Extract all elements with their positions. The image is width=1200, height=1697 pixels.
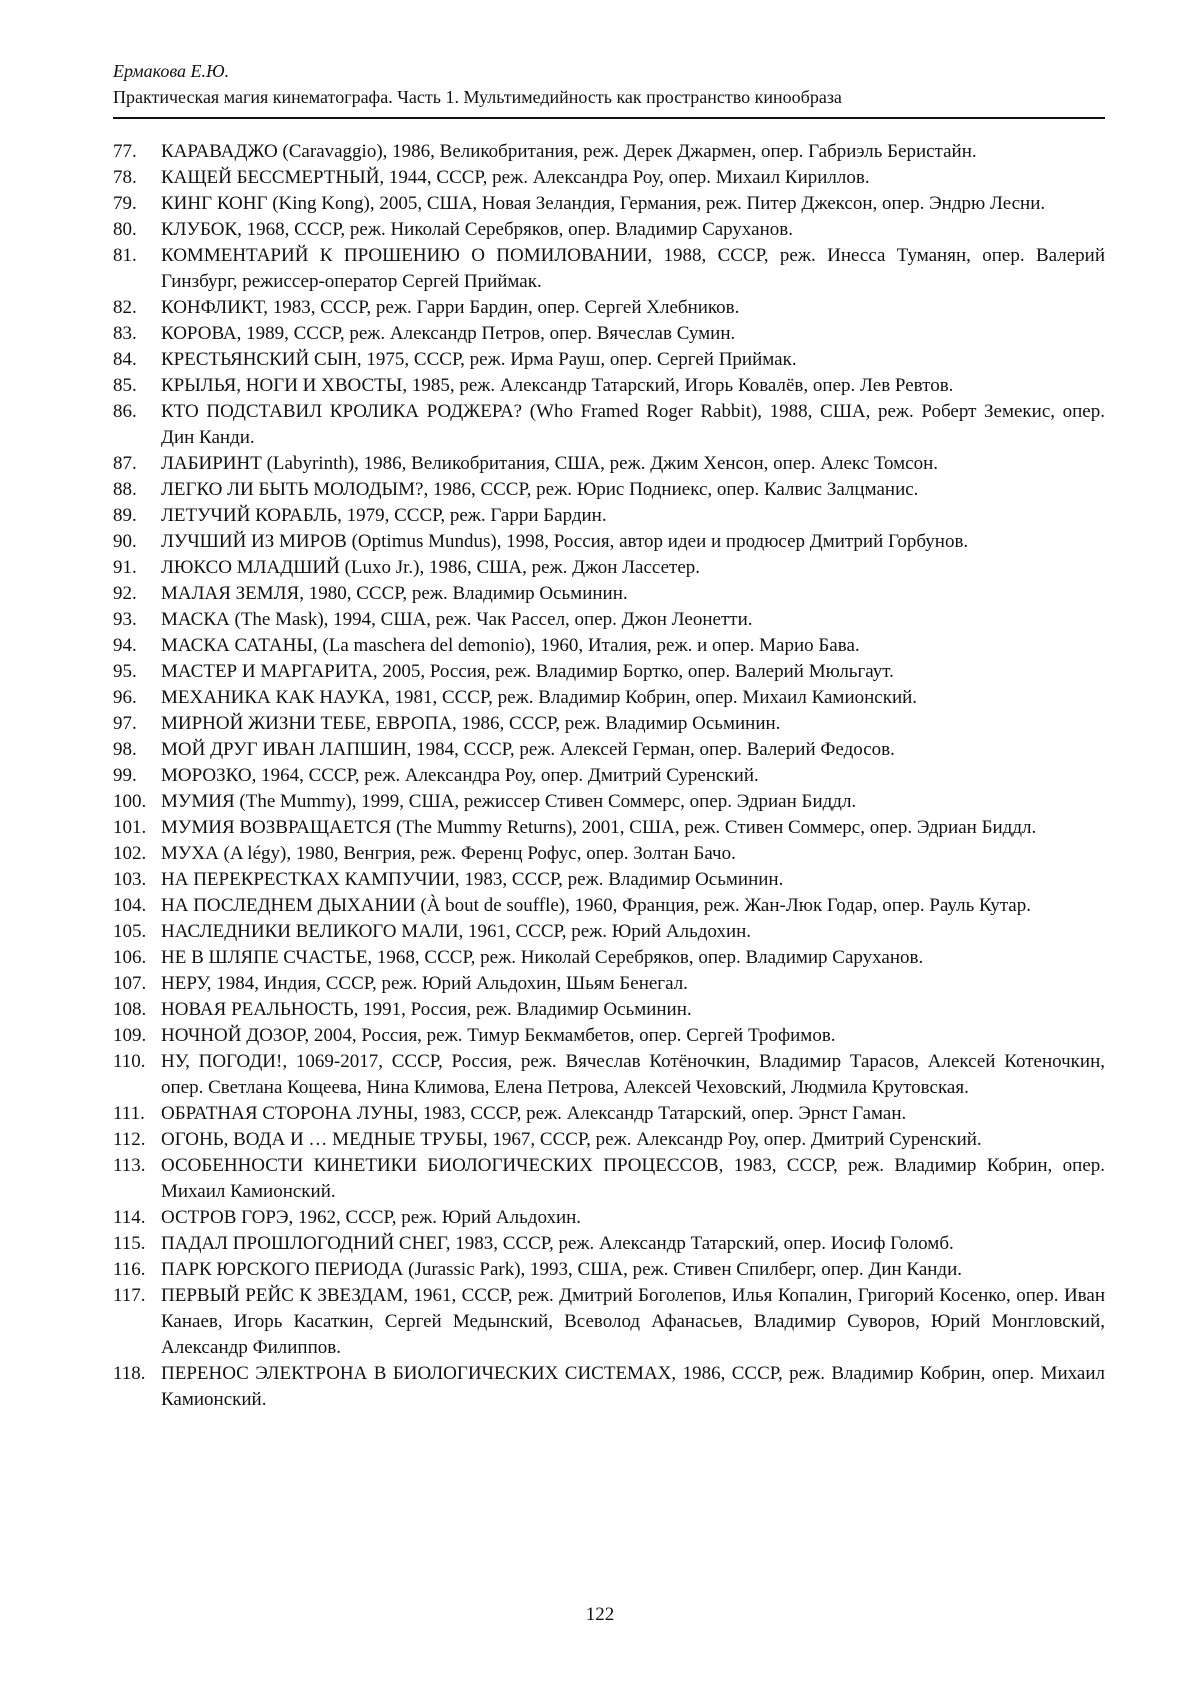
list-item-text: НЕРУ, 1984, Индия, СССР, реж. Юрий Альдохин, Шьям Бенегал. bbox=[161, 973, 688, 994]
list-item-number: 77. bbox=[113, 141, 137, 162]
list-item-number: 80. bbox=[113, 219, 137, 240]
list-item-text: КИНГ КОНГ (King Kong), 2005, США, Новая Зеландия, Германия, реж. Питер Джексон, опер. Эндрю Лесни. bbox=[161, 193, 1046, 214]
list-item-text: ПЕРЕНОС ЭЛЕКТРОНА В БИОЛОГИЧЕСКИХ СИСТЕМАХ, 1986, СССР, реж. Владимир Кобрин, опер. Михаил Камионский. bbox=[161, 1363, 1105, 1410]
list-item bbox=[113, 737, 1105, 763]
list-item-text: КРЕСТЬЯНСКИЙ СЫН, 1975, СССР, реж. Ирма Рауш, опер. Сергей Приймак. bbox=[161, 349, 797, 370]
list-item-number: 91. bbox=[113, 557, 137, 578]
list-item-number: 103. bbox=[113, 869, 147, 890]
list-item-number: 89. bbox=[113, 505, 137, 526]
list-item-text: МУМИЯ ВОЗВРАЩАЕТСЯ (The Mummy Returns), 2001, США, реж. Стивен Соммерс, опер. Эдриан Биддл. bbox=[161, 817, 1037, 838]
list-item-number: 94. bbox=[113, 635, 137, 656]
list-item-number: 93. bbox=[113, 609, 137, 630]
list-item-text: ПАДАЛ ПРОШЛОГОДНИЙ СНЕГ, 1983, СССР, реж. Александр Татарский, опер. Иосиф Голомб. bbox=[161, 1233, 954, 1254]
list-item bbox=[113, 1205, 1105, 1231]
list-item bbox=[113, 581, 1105, 607]
list-item-text: ОСТРОВ ГОРЭ, 1962, СССР, реж. Юрий Альдохин. bbox=[161, 1207, 582, 1228]
list-item-text: ЛЮКСО МЛАДШИЙ (Luxo Jr.), 1986, США, реж. Джон Лассетер. bbox=[161, 557, 701, 578]
list-item bbox=[113, 1283, 1105, 1361]
list-item-text: КТО ПОДСТАВИЛ КРОЛИКА РОДЖЕРА? (Who Framed Roger Rabbit), 1988, США, реж. Роберт Земекис, опер. Дин Канди. bbox=[161, 401, 1105, 448]
list-item bbox=[113, 1153, 1105, 1205]
list-item-text: НА ПОСЛЕДНЕМ ДЫХАНИИ (À bout de souffle), 1960, Франция, реж. Жан-Люк Годар, опер. Рауль Кутар. bbox=[161, 895, 1031, 916]
list-item-text: ЛАБИРИНТ (Labyrinth), 1986, Великобритания, США, реж. Джим Хенсон, опер. Алекс Томсон. bbox=[161, 453, 939, 474]
list-item-number: 96. bbox=[113, 687, 137, 708]
book-title: Практическая магия кинематографа. Часть 1. Мультимедийность как пространство кинообраза bbox=[113, 87, 842, 107]
list-item bbox=[113, 295, 1105, 321]
list-item bbox=[113, 191, 1105, 217]
filmography-list bbox=[113, 139, 1105, 1413]
list-item bbox=[113, 997, 1105, 1023]
list-item bbox=[113, 789, 1105, 815]
list-item-number: 108. bbox=[113, 999, 147, 1020]
list-item-text: МУХА (A légy), 1980, Венгрия, реж. Ференц Рофус, опер. Золтан Бачо. bbox=[161, 843, 736, 864]
list-item-text: МИРНОЙ ЖИЗНИ ТЕБЕ, ЕВРОПА, 1986, СССР, реж. Владимир Осьминин. bbox=[161, 713, 781, 734]
list-item-text: МАСТЕР И МАРГАРИТА, 2005, Россия, реж. Владимир Бортко, опер. Валерий Мюльгаут. bbox=[161, 661, 894, 682]
list-item-number: 113. bbox=[113, 1155, 146, 1176]
list-item bbox=[113, 867, 1105, 893]
list-item-text: НОВАЯ РЕАЛЬНОСТЬ, 1991, Россия, реж. Владимир Осьминин. bbox=[161, 999, 692, 1020]
list-item-text: ЛЕГКО ЛИ БЫТЬ МОЛОДЫМ?, 1986, СССР, реж. Юрис Подниекс, опер. Калвис Залцманис. bbox=[161, 479, 919, 500]
list-item-text: МЕХАНИКА КАК НАУКА, 1981, СССР, реж. Владимир Кобрин, опер. Михаил Камионский. bbox=[161, 687, 918, 708]
list-item-text: ОСОБЕННОСТИ КИНЕТИКИ БИОЛОГИЧЕСКИХ ПРОЦЕССОВ, 1983, СССР, реж. Владимир Кобрин, опер. Михаил Камионский. bbox=[161, 1155, 1105, 1202]
list-item-text: МУМИЯ (The Mummy), 1999, США, режиссер Стивен Соммерс, опер. Эдриан Биддл. bbox=[161, 791, 857, 812]
list-item bbox=[113, 659, 1105, 685]
list-item-number: 79. bbox=[113, 193, 137, 214]
list-item-number: 102. bbox=[113, 843, 147, 864]
list-item-text: МАСКА (The Mask), 1994, США, реж. Чак Рассел, опер. Джон Леонетти. bbox=[161, 609, 753, 630]
list-item-number: 85. bbox=[113, 375, 137, 396]
list-item-text: ОГОНЬ, ВОДА И … МЕДНЫЕ ТРУБЫ, 1967, СССР, реж. Александр Роу, опер. Дмитрий Суренский. bbox=[161, 1129, 982, 1150]
list-item bbox=[113, 399, 1105, 451]
list-item bbox=[113, 945, 1105, 971]
list-item bbox=[113, 1049, 1105, 1101]
list-item-text: ЛУЧШИЙ ИЗ МИРОВ (Optimus Mundus), 1998, Россия, автор идеи и продюсер Дмитрий Горбунов. bbox=[161, 531, 969, 552]
list-item-number: 116. bbox=[113, 1259, 146, 1280]
list-item-number: 82. bbox=[113, 297, 137, 318]
list-item bbox=[113, 165, 1105, 191]
list-item-text: ПЕРВЫЙ РЕЙС К ЗВЕЗДАМ, 1961, СССР, реж. Дмитрий Боголепов, Илья Копалин, Григорий Косенко, опер. Иван Канаев, Игорь Касаткин, Сергей Медынский, Всеволод Афанасьев, Владимир Суворов, Юрий Монгловский, Александр Филиппов. bbox=[161, 1285, 1105, 1358]
list-item bbox=[113, 529, 1105, 555]
list-item bbox=[113, 451, 1105, 477]
list-item-text: КРЫЛЬЯ, НОГИ И ХВОСТЫ, 1985, реж. Александр Татарский, Игорь Ковалёв, опер. Лев Ревтов. bbox=[161, 375, 954, 396]
list-item bbox=[113, 1023, 1105, 1049]
list-item bbox=[113, 1127, 1105, 1153]
list-item-number: 78. bbox=[113, 167, 137, 188]
list-item bbox=[113, 503, 1105, 529]
list-item bbox=[113, 217, 1105, 243]
list-item-number: 105. bbox=[113, 921, 147, 942]
list-item-number: 114. bbox=[113, 1207, 146, 1228]
list-item-number: 92. bbox=[113, 583, 137, 604]
list-item-number: 110. bbox=[113, 1051, 146, 1072]
list-item-text: НОЧНОЙ ДОЗОР, 2004, Россия, реж. Тимур Бекмамбетов, опер. Сергей Трофимов. bbox=[161, 1025, 836, 1046]
list-item bbox=[113, 815, 1105, 841]
list-item-number: 87. bbox=[113, 453, 137, 474]
list-item-text: МОЙ ДРУГ ИВАН ЛАПШИН, 1984, СССР, реж. Алексей Герман, опер. Валерий Федосов. bbox=[161, 739, 895, 760]
list-item-number: 95. bbox=[113, 661, 137, 682]
list-item-number: 109. bbox=[113, 1025, 147, 1046]
list-item bbox=[113, 1101, 1105, 1127]
list-item-text: МАСКА САТАНЫ, (La maschera del demonio), 1960, Италия, реж. и опер. Марио Бава. bbox=[161, 635, 860, 656]
list-item-number: 104. bbox=[113, 895, 147, 916]
list-item bbox=[113, 633, 1105, 659]
list-item-text: КЛУБОК, 1968, СССР, реж. Николай Серебряков, опер. Владимир Саруханов. bbox=[161, 219, 794, 240]
list-item-text: КАЩЕЙ БЕССМЕРТНЫЙ, 1944, СССР, реж. Александра Роу, опер. Михаил Кириллов. bbox=[161, 167, 870, 188]
list-item-number: 98. bbox=[113, 739, 137, 760]
list-item bbox=[113, 607, 1105, 633]
list-item bbox=[113, 893, 1105, 919]
list-item bbox=[113, 711, 1105, 737]
list-item-number: 100. bbox=[113, 791, 147, 812]
list-item-number: 86. bbox=[113, 401, 137, 422]
author-name: Ермакова Е.Ю. bbox=[113, 61, 230, 81]
list-item bbox=[113, 555, 1105, 581]
list-item bbox=[113, 763, 1105, 789]
list-item-number: 101. bbox=[113, 817, 147, 838]
list-item-number: 106. bbox=[113, 947, 147, 968]
list-item-text: ЛЕТУЧИЙ КОРАБЛЬ, 1979, СССР, реж. Гарри Бардин. bbox=[161, 505, 607, 526]
list-item-number: 115. bbox=[113, 1233, 146, 1254]
list-item-number: 112. bbox=[113, 1129, 146, 1150]
list-item bbox=[113, 685, 1105, 711]
page-number: 122 bbox=[585, 1604, 615, 1625]
list-item-text: КАРАВАДЖО (Caravaggio), 1986, Великобритания, реж. Дерек Джармен, опер. Габриэль Беристайн. bbox=[161, 141, 977, 162]
list-item bbox=[113, 1231, 1105, 1257]
list-item-number: 88. bbox=[113, 479, 137, 500]
list-item-text: НЕ В ШЛЯПЕ СЧАСТЬЕ, 1968, СССР, реж. Николай Серебряков, опер. Владимир Саруханов. bbox=[161, 947, 924, 968]
list-item-number: 117. bbox=[113, 1285, 146, 1306]
list-item-text: НА ПЕРЕКРЕСТКАХ КАМПУЧИИ, 1983, СССР, реж. Владимир Осьминин. bbox=[161, 869, 784, 890]
list-item-text: ПАРК ЮРСКОГО ПЕРИОДА (Jurassic Park), 1993, США, реж. Стивен Спилберг, опер. Дин Канди. bbox=[161, 1259, 963, 1280]
list-item-number: 97. bbox=[113, 713, 137, 734]
list-item-text: КОРОВА, 1989, СССР, реж. Александр Петров, опер. Вячеслав Сумин. bbox=[161, 323, 736, 344]
list-item-text: ОБРАТНАЯ СТОРОНА ЛУНЫ, 1983, СССР, реж. Александр Татарский, опер. Эрнст Гаман. bbox=[161, 1103, 907, 1124]
list-item-number: 99. bbox=[113, 765, 137, 786]
list-item-number: 118. bbox=[113, 1363, 146, 1384]
list-item-number: 83. bbox=[113, 323, 137, 344]
list-item-number: 90. bbox=[113, 531, 137, 552]
list-item-text: НАСЛЕДНИКИ ВЕЛИКОГО МАЛИ, 1961, СССР, реж. Юрий Альдохин. bbox=[161, 921, 752, 942]
list-item bbox=[113, 373, 1105, 399]
list-item bbox=[113, 971, 1105, 997]
list-item bbox=[113, 321, 1105, 347]
page-header bbox=[113, 58, 1105, 110]
list-item-text: НУ, ПОГОДИ!, 1069-2017, СССР, Россия, реж. Вячеслав Котёночкин, Владимир Тарасов, Алексей Котеночкин, опер. Светлана Кощеева, Нина Климова, Елена Петрова, Алексей Чеховский, Людмила Крутовская. bbox=[161, 1051, 1105, 1098]
list-item-number: 111. bbox=[113, 1103, 145, 1124]
list-item-text: КОММЕНТАРИЙ К ПРОШЕНИЮ О ПОМИЛОВАНИИ, 1988, СССР, реж. Инесса Туманян, опер. Валерий Гинзбург, режиссер-оператор Сергей Приймак. bbox=[161, 245, 1105, 292]
list-item bbox=[113, 1361, 1105, 1413]
list-item-number: 84. bbox=[113, 349, 137, 370]
header-divider bbox=[113, 117, 1105, 119]
list-item-text: МОРОЗКО, 1964, СССР, реж. Александра Роу, опер. Дмитрий Суренский. bbox=[161, 765, 759, 786]
list-item bbox=[113, 919, 1105, 945]
list-item-number: 81. bbox=[113, 245, 137, 266]
list-item bbox=[113, 477, 1105, 503]
list-item-text: МАЛАЯ ЗЕМЛЯ, 1980, СССР, реж. Владимир Осьминин. bbox=[161, 583, 628, 604]
list-item bbox=[113, 139, 1105, 165]
list-item-text: КОНФЛИКТ, 1983, СССР, реж. Гарри Бардин, опер. Сергей Хлебников. bbox=[161, 297, 740, 318]
list-item-number: 107. bbox=[113, 973, 147, 994]
list-item bbox=[113, 1257, 1105, 1283]
list-item bbox=[113, 347, 1105, 373]
list-item bbox=[113, 841, 1105, 867]
list-item bbox=[113, 243, 1105, 295]
